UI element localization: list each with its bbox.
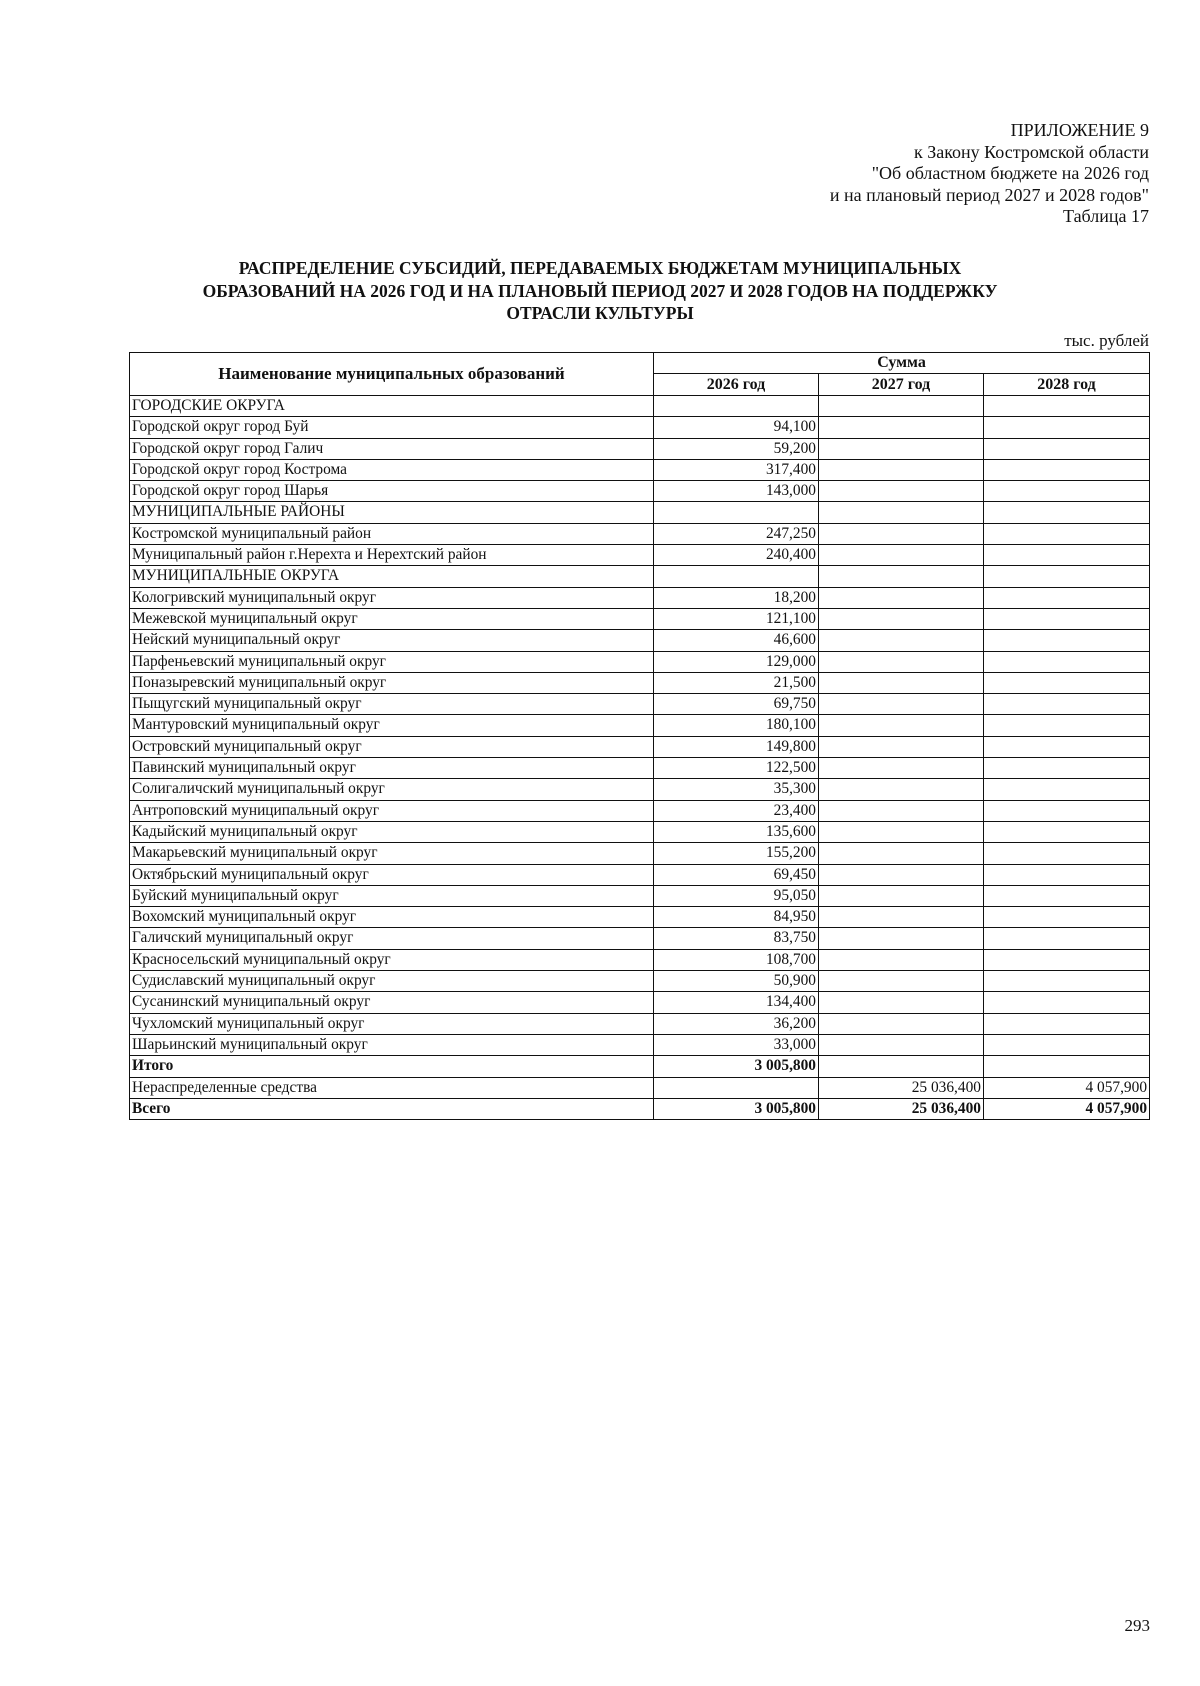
row-value-2028-cell (984, 821, 1150, 842)
table-row (130, 1013, 1150, 1034)
row-name-cell: Городской округ город Шарья (130, 481, 654, 502)
row-value-2028-cell (984, 566, 1150, 587)
row-value-2028-cell (984, 459, 1150, 480)
row-value-2026-cell: 240,400 (654, 545, 819, 566)
row-value-2026-cell: 23,400 (654, 800, 819, 821)
row-value-2026-cell: 108,700 (654, 949, 819, 970)
row-value-2027-cell: 25 036,400 (819, 1098, 984, 1119)
row-value-2027-cell (819, 758, 984, 779)
row-name-cell: Парфеньевский муниципальный округ (130, 651, 654, 672)
row-value-2027-cell (819, 438, 984, 459)
title-line-3: ОТРАСЛИ КУЛЬТУРЫ (506, 303, 694, 323)
row-value-2026-cell: 95,050 (654, 885, 819, 906)
row-value-2027-cell (819, 587, 984, 608)
row-name-cell: Поназыревский муниципальный округ (130, 672, 654, 693)
row-name-cell: Антроповский муниципальный округ (130, 800, 654, 821)
row-name-cell: Кологривский муниципальный округ (130, 587, 654, 608)
row-value-2028-cell (984, 438, 1150, 459)
row-value-2028-cell (984, 417, 1150, 438)
appendix-law-title: "Об областном бюджете на 2026 год (871, 163, 1149, 184)
subsidy-table (129, 352, 1150, 1120)
row-value-2027-cell (819, 885, 984, 906)
row-name-cell: Городской округ город Кострома (130, 459, 654, 480)
table-row (130, 417, 1150, 438)
row-value-2028-cell: 4 057,900 (984, 1077, 1150, 1098)
table-row (130, 821, 1150, 842)
row-name-cell: Всего (130, 1098, 654, 1119)
row-name-cell: Мантуровский муниципальный округ (130, 715, 654, 736)
row-name-cell: Кадыйский муниципальный округ (130, 821, 654, 842)
row-name-cell: Сусанинский муниципальный округ (130, 992, 654, 1013)
row-name-cell: Островский муниципальный округ (130, 736, 654, 757)
row-value-2026-cell: 59,200 (654, 438, 819, 459)
row-value-2026-cell: 3 005,800 (654, 1098, 819, 1119)
row-value-2028-cell (984, 843, 1150, 864)
table-row (130, 779, 1150, 800)
row-value-2028-cell (984, 694, 1150, 715)
row-value-2026-cell: 69,750 (654, 694, 819, 715)
table-row (130, 885, 1150, 906)
row-value-2026-cell: 21,500 (654, 672, 819, 693)
row-value-2027-cell (819, 608, 984, 629)
row-name-cell: Нейский муниципальный округ (130, 630, 654, 651)
row-value-2028-cell (984, 715, 1150, 736)
row-value-2027-cell (819, 630, 984, 651)
row-value-2027-cell (819, 459, 984, 480)
row-name-cell: Красносельский муниципальный округ (130, 949, 654, 970)
row-value-2026-cell (654, 502, 819, 523)
table-body (130, 396, 1150, 1120)
table-row (130, 672, 1150, 693)
row-value-2028-cell (984, 608, 1150, 629)
row-name-cell: Судиславский муниципальный округ (130, 971, 654, 992)
appendix-header (549, 120, 1149, 228)
row-name-cell: Нераспределенные средства (130, 1077, 654, 1098)
column-header-sum: Сумма (654, 353, 1150, 374)
row-value-2028-cell (984, 885, 1150, 906)
table-row (130, 758, 1150, 779)
column-header-2027: 2027 год (819, 374, 984, 396)
document-title (150, 257, 1050, 325)
row-value-2027-cell (819, 715, 984, 736)
row-value-2026-cell: 247,250 (654, 523, 819, 544)
row-name-cell: Солигаличский муниципальный округ (130, 779, 654, 800)
row-name-cell: Городской округ город Буй (130, 417, 654, 438)
table-row (130, 736, 1150, 757)
row-value-2027-cell (819, 694, 984, 715)
row-value-2026-cell: 143,000 (654, 481, 819, 502)
appendix-law-ref: к Закону Костромской области (913, 141, 1149, 162)
table-row (130, 928, 1150, 949)
row-value-2027-cell: 25 036,400 (819, 1077, 984, 1098)
title-line-2: ОБРАЗОВАНИЙ НА 2026 ГОД И НА ПЛАНОВЫЙ ПЕРИОД 2027 И 2028 ГОДОВ НА ПОДДЕРЖКУ (202, 280, 998, 301)
row-name-cell: Шарьинский муниципальный округ (130, 1034, 654, 1055)
table-row (130, 566, 1150, 587)
table-row (130, 1077, 1150, 1098)
row-value-2028-cell (984, 396, 1150, 417)
table-row (130, 587, 1150, 608)
row-value-2027-cell (819, 864, 984, 885)
row-value-2027-cell (819, 779, 984, 800)
page-number: 293 (1124, 1616, 1150, 1635)
row-name-cell: Макарьевский муниципальный округ (130, 843, 654, 864)
row-value-2028-cell (984, 651, 1150, 672)
row-value-2027-cell (819, 1056, 984, 1077)
row-name-cell: МУНИЦИПАЛЬНЫЕ РАЙОНЫ (130, 502, 654, 523)
row-value-2027-cell (819, 907, 984, 928)
table-row (130, 438, 1150, 459)
table-row (130, 1056, 1150, 1077)
table-row (130, 992, 1150, 1013)
table-row (130, 1098, 1150, 1119)
row-value-2027-cell (819, 1034, 984, 1055)
row-value-2026-cell: 18,200 (654, 587, 819, 608)
row-value-2027-cell (819, 481, 984, 502)
table-row (130, 502, 1150, 523)
table-row (130, 694, 1150, 715)
row-name-cell: Вохомский муниципальный округ (130, 907, 654, 928)
row-value-2026-cell: 83,750 (654, 928, 819, 949)
row-value-2027-cell (819, 800, 984, 821)
row-value-2027-cell (819, 417, 984, 438)
row-value-2027-cell (819, 971, 984, 992)
row-value-2028-cell (984, 864, 1150, 885)
column-header-name: Наименование муниципальных образований (130, 353, 654, 396)
row-value-2027-cell (819, 651, 984, 672)
row-value-2026-cell: 36,200 (654, 1013, 819, 1034)
row-value-2026-cell: 135,600 (654, 821, 819, 842)
table-row (130, 843, 1150, 864)
table-row (130, 481, 1150, 502)
table-row (130, 523, 1150, 544)
row-value-2026-cell: 180,100 (654, 715, 819, 736)
row-value-2026-cell (654, 1077, 819, 1098)
row-value-2028-cell (984, 502, 1150, 523)
table-row (130, 949, 1150, 970)
row-value-2026-cell: 33,000 (654, 1034, 819, 1055)
row-value-2027-cell (819, 545, 984, 566)
row-value-2028-cell (984, 736, 1150, 757)
row-value-2028-cell (984, 587, 1150, 608)
row-value-2028-cell (984, 971, 1150, 992)
row-value-2026-cell (654, 566, 819, 587)
row-value-2027-cell (819, 1013, 984, 1034)
row-name-cell: Пыщугский муниципальный округ (130, 694, 654, 715)
row-value-2028-cell (984, 545, 1150, 566)
column-header-2026: 2026 год (654, 374, 819, 396)
row-value-2027-cell (819, 736, 984, 757)
table-row (130, 864, 1150, 885)
row-value-2026-cell (654, 396, 819, 417)
table-row (130, 971, 1150, 992)
row-name-cell: Костромской муниципальный район (130, 523, 654, 544)
table-row (130, 630, 1150, 651)
row-value-2028-cell (984, 779, 1150, 800)
appendix-table-number: Таблица 17 (1063, 206, 1149, 227)
row-value-2028-cell (984, 1056, 1150, 1077)
row-value-2027-cell (819, 821, 984, 842)
row-name-cell: Итого (130, 1056, 654, 1077)
table-row (130, 1034, 1150, 1055)
column-header-2028: 2028 год (984, 374, 1150, 396)
row-value-2027-cell (819, 949, 984, 970)
row-name-cell: МУНИЦИПАЛЬНЫЕ ОКРУГА (130, 566, 654, 587)
row-value-2026-cell: 69,450 (654, 864, 819, 885)
row-value-2028-cell (984, 672, 1150, 693)
row-value-2028-cell (984, 928, 1150, 949)
row-value-2028-cell (984, 949, 1150, 970)
row-value-2026-cell: 94,100 (654, 417, 819, 438)
appendix-number: ПРИЛОЖЕНИЕ 9 (1010, 120, 1149, 140)
row-value-2026-cell: 3 005,800 (654, 1056, 819, 1077)
row-value-2028-cell: 4 057,900 (984, 1098, 1150, 1119)
row-value-2026-cell: 317,400 (654, 459, 819, 480)
table-row (130, 608, 1150, 629)
table-row (130, 459, 1150, 480)
appendix-law-period: и на плановый период 2027 и 2028 годов" (829, 184, 1149, 205)
row-value-2026-cell: 50,900 (654, 971, 819, 992)
table-row (130, 545, 1150, 566)
row-value-2028-cell (984, 758, 1150, 779)
row-value-2026-cell: 129,000 (654, 651, 819, 672)
row-value-2026-cell: 121,100 (654, 608, 819, 629)
row-value-2026-cell: 46,600 (654, 630, 819, 651)
row-name-cell: Буйский муниципальный округ (130, 885, 654, 906)
table-row (130, 800, 1150, 821)
row-value-2026-cell: 122,500 (654, 758, 819, 779)
row-name-cell: ГОРОДСКИЕ ОКРУГА (130, 396, 654, 417)
row-name-cell: Октябрьский муниципальный округ (130, 864, 654, 885)
table-row (130, 907, 1150, 928)
row-value-2028-cell (984, 630, 1150, 651)
row-value-2028-cell (984, 992, 1150, 1013)
row-value-2027-cell (819, 396, 984, 417)
table-row (130, 396, 1150, 417)
row-value-2026-cell: 134,400 (654, 992, 819, 1013)
row-name-cell: Чухломский муниципальный округ (130, 1013, 654, 1034)
row-value-2028-cell (984, 523, 1150, 544)
row-value-2028-cell (984, 481, 1150, 502)
row-name-cell: Павинский муниципальный округ (130, 758, 654, 779)
row-value-2028-cell (984, 907, 1150, 928)
row-value-2027-cell (819, 502, 984, 523)
row-value-2027-cell (819, 672, 984, 693)
table-row (130, 651, 1150, 672)
row-value-2026-cell: 35,300 (654, 779, 819, 800)
row-name-cell: Муниципальный район г.Нерехта и Нерехтский район (130, 545, 654, 566)
title-line-1: РАСПРЕДЕЛЕНИЕ СУБСИДИЙ, ПЕРЕДАВАЕМЫХ БЮДЖЕТАМ МУНИЦИПАЛЬНЫХ (238, 258, 962, 278)
row-value-2026-cell: 149,800 (654, 736, 819, 757)
row-value-2026-cell: 84,950 (654, 907, 819, 928)
row-name-cell: Межевской муниципальный округ (130, 608, 654, 629)
units-label: тыс. рублей (1064, 331, 1149, 350)
row-value-2027-cell (819, 843, 984, 864)
row-value-2027-cell (819, 992, 984, 1013)
row-value-2027-cell (819, 523, 984, 544)
row-value-2027-cell (819, 928, 984, 949)
row-name-cell: Городской округ город Галич (130, 438, 654, 459)
row-name-cell: Галичский муниципальный округ (130, 928, 654, 949)
row-value-2028-cell (984, 800, 1150, 821)
table-row (130, 715, 1150, 736)
row-value-2028-cell (984, 1034, 1150, 1055)
row-value-2027-cell (819, 566, 984, 587)
row-value-2028-cell (984, 1013, 1150, 1034)
row-value-2026-cell: 155,200 (654, 843, 819, 864)
